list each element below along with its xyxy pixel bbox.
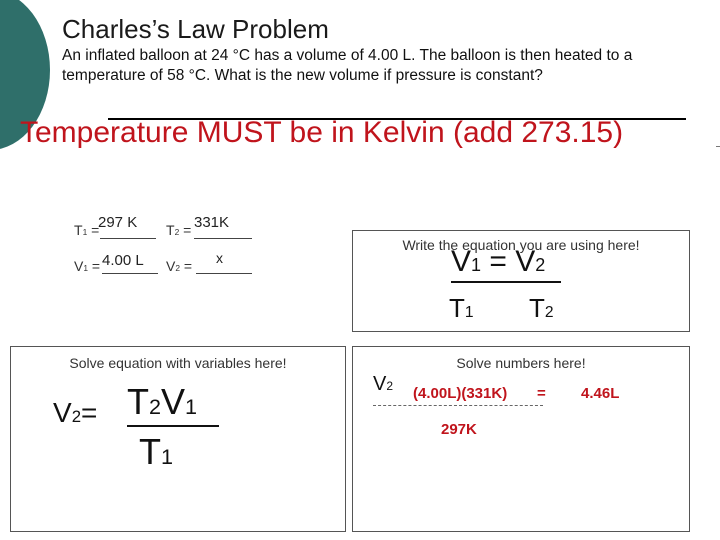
edge-tick	[716, 146, 720, 147]
equation-numerator: V1 = V2	[451, 245, 546, 278]
variables-denominator: T1	[139, 431, 174, 472]
v1-value: 4.00 L	[102, 252, 144, 269]
problem-statement: An inflated balloon at 24 °C has a volume of 4.00 L. The balloon is then heated to a temperature of 58 °C. What is the new volume if pressure is constant?	[62, 47, 633, 84]
variables-box	[10, 346, 346, 532]
variables-lhs: V2=	[53, 397, 98, 428]
t1-label: T1 =	[74, 222, 100, 238]
v2-label: V2 =	[166, 258, 193, 274]
equation-t2: T2	[529, 293, 554, 323]
numbers-fraction-bar	[373, 405, 543, 406]
numbers-lhs: V2	[373, 373, 394, 395]
t2-label: T2 =	[166, 222, 192, 238]
v1-label: V1 =	[74, 258, 101, 274]
numbers-numerator: (4.00L)(331K)	[413, 385, 508, 402]
equation-fraction-bar	[451, 281, 561, 283]
numbers-equals: =	[537, 385, 546, 402]
numbers-box	[352, 346, 690, 532]
t1-blank	[100, 238, 156, 239]
variables-box-label: Solve equation with variables here!	[69, 355, 287, 371]
numbers-denominator: 297K	[441, 421, 477, 438]
t2-value: 331K	[194, 214, 230, 231]
variables-numerator: T2V1	[127, 381, 198, 422]
kelvin-note: Temperature MUST be in Kelvin (add 273.15)	[20, 116, 624, 149]
numbers-answer: 4.46L	[581, 385, 620, 402]
v2-value: x	[216, 250, 223, 266]
equation-box	[352, 230, 690, 332]
numbers-box-label: Solve numbers here!	[456, 355, 586, 371]
page-title: Charles’s Law Problem	[62, 14, 329, 44]
t2-blank	[194, 238, 252, 239]
v1-blank	[102, 273, 158, 274]
t1-value: 297 K	[98, 214, 138, 231]
v2-blank	[196, 273, 252, 274]
equation-box-label: Write the equation you are using here!	[402, 237, 640, 253]
variables-fraction-bar	[127, 425, 219, 427]
equation-t1: T1	[449, 293, 474, 323]
